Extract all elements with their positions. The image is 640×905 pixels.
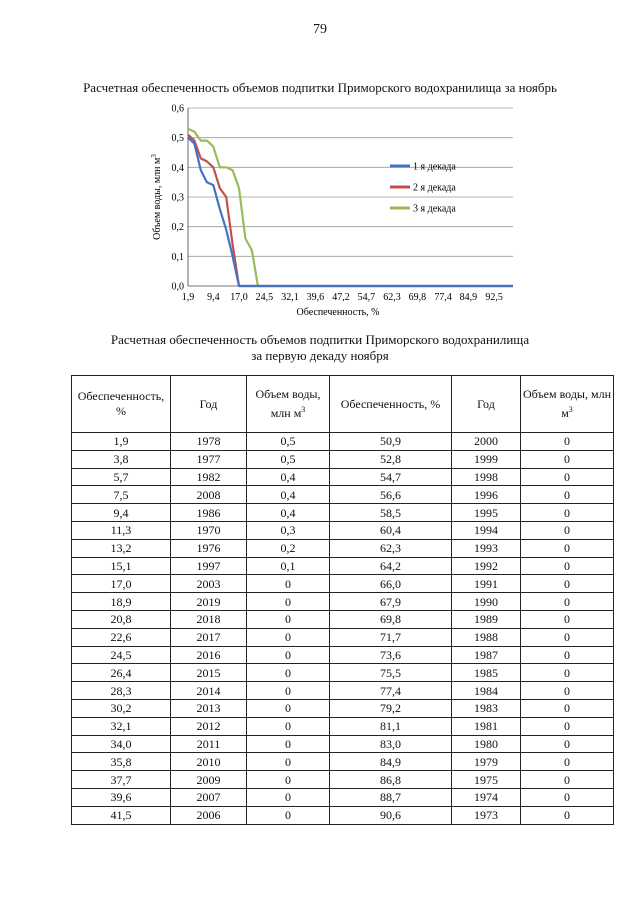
- cell-year: 1988: [452, 628, 521, 646]
- cell-probability: 37,7: [72, 771, 171, 789]
- cell-probability: 56,6: [330, 486, 452, 504]
- cell-volume: 0: [521, 735, 614, 753]
- cell-volume: 0,1: [247, 557, 330, 575]
- cell-volume: 0: [247, 593, 330, 611]
- cell-volume: 0,5: [247, 433, 330, 451]
- cell-probability: 52,8: [330, 450, 452, 468]
- header-volume-1: Объем воды, млн $м^3$: [247, 376, 330, 433]
- cell-year: 2011: [171, 735, 247, 753]
- y-tick-label: 0,1: [171, 251, 184, 263]
- cell-volume: 0: [247, 735, 330, 753]
- cell-volume: 0: [521, 433, 614, 451]
- legend-label: 1 я декада: [413, 161, 456, 173]
- table-title-line-2: за первую декаду ноября: [251, 348, 389, 363]
- cell-volume: 0: [521, 717, 614, 735]
- y-tick-label: 0,0: [171, 281, 184, 293]
- cell-volume: 0: [521, 646, 614, 664]
- cell-volume: 0: [521, 450, 614, 468]
- header-probability-2: Обеспеченность, %: [330, 376, 452, 433]
- cell-volume: 0: [247, 788, 330, 806]
- cell-year: 2017: [171, 628, 247, 646]
- table-row: [72, 450, 614, 468]
- x-tick-label: 32,1: [281, 292, 299, 303]
- cell-probability: 73,6: [330, 646, 452, 664]
- cell-volume: 0: [521, 521, 614, 539]
- cell-volume: 0: [521, 557, 614, 575]
- cell-year: 1979: [452, 753, 521, 771]
- table-row: [72, 486, 614, 504]
- cell-probability: 39,6: [72, 788, 171, 806]
- x-tick-label: 54,7: [357, 292, 376, 303]
- table-row: [72, 575, 614, 593]
- cell-year: 2013: [171, 699, 247, 717]
- cell-volume: 0: [247, 628, 330, 646]
- cell-year: 1993: [452, 539, 521, 557]
- y-tick-label: 0,4: [171, 162, 184, 174]
- cell-year: 2015: [171, 664, 247, 682]
- cell-probability: 30,2: [72, 699, 171, 717]
- x-tick-label: 69,8: [408, 292, 427, 303]
- cell-probability: 90,6: [330, 806, 452, 824]
- cell-year: 2006: [171, 806, 247, 824]
- cell-year: 1974: [452, 788, 521, 806]
- cell-probability: 83,0: [330, 735, 452, 753]
- cell-year: 1981: [452, 717, 521, 735]
- cell-year: 1989: [452, 610, 521, 628]
- x-tick-label: 77,4: [434, 292, 452, 303]
- series-line: [188, 135, 513, 286]
- cell-year: 1992: [452, 557, 521, 575]
- cell-volume: 0: [521, 504, 614, 522]
- cell-probability: 84,9: [330, 753, 452, 771]
- probability-table: [71, 375, 614, 825]
- cell-volume: 0: [521, 628, 614, 646]
- cell-volume: 0: [521, 664, 614, 682]
- cell-volume: 0: [521, 753, 614, 771]
- cell-volume: 0,4: [247, 486, 330, 504]
- cell-year: 2007: [171, 788, 247, 806]
- table-row: [72, 504, 614, 522]
- cell-volume: 0: [521, 610, 614, 628]
- cell-volume: 0: [521, 682, 614, 700]
- cell-volume: 0: [521, 699, 614, 717]
- x-tick-label: 84,9: [459, 292, 478, 303]
- cell-probability: 11,3: [72, 521, 171, 539]
- cell-year: 1978: [171, 433, 247, 451]
- header-volume-2: Объем воды, млн $м^3$: [521, 376, 614, 433]
- cell-volume: 0,3: [247, 521, 330, 539]
- y-tick-label: 0,3: [171, 192, 184, 204]
- table-body: [72, 433, 614, 825]
- cell-probability: 26,4: [72, 664, 171, 682]
- series-line: [188, 129, 513, 286]
- cell-volume: 0: [521, 788, 614, 806]
- cell-year: 2000: [452, 433, 521, 451]
- x-tick-label: 9,4: [207, 292, 220, 303]
- cell-volume: 0,4: [247, 468, 330, 486]
- line-chart: [140, 96, 520, 326]
- cell-year: 1991: [452, 575, 521, 593]
- cell-probability: 66,0: [330, 575, 452, 593]
- cell-probability: 75,5: [330, 664, 452, 682]
- cell-volume: 0: [247, 646, 330, 664]
- cell-volume: 0,4: [247, 504, 330, 522]
- cell-probability: 69,8: [330, 610, 452, 628]
- cell-year: 1996: [452, 486, 521, 504]
- cell-probability: 86,8: [330, 771, 452, 789]
- x-tick-label: 24,5: [255, 292, 274, 303]
- table-row: [72, 806, 614, 824]
- table-row: [72, 628, 614, 646]
- cell-volume: 0: [521, 593, 614, 611]
- cell-volume: 0,2: [247, 539, 330, 557]
- table-row: [72, 735, 614, 753]
- cell-volume: 0: [247, 699, 330, 717]
- cell-year: 1976: [171, 539, 247, 557]
- cell-year: 1990: [452, 593, 521, 611]
- cell-year: 1987: [452, 646, 521, 664]
- cell-volume: 0: [521, 539, 614, 557]
- x-tick-label: 62,3: [383, 292, 401, 303]
- cell-year: 1970: [171, 521, 247, 539]
- cell-year: 1977: [171, 450, 247, 468]
- cell-year: 1984: [452, 682, 521, 700]
- series-line: [188, 138, 513, 286]
- cell-year: 1995: [452, 504, 521, 522]
- cell-year: 1997: [171, 557, 247, 575]
- cell-volume: 0: [521, 806, 614, 824]
- cell-volume: 0: [247, 682, 330, 700]
- cell-volume: 0: [247, 753, 330, 771]
- cell-year: 2018: [171, 610, 247, 628]
- legend-label: 2 я декада: [413, 182, 456, 194]
- cell-volume: 0: [521, 486, 614, 504]
- cell-year: 1983: [452, 699, 521, 717]
- cell-probability: 50,9: [330, 433, 452, 451]
- cell-probability: 58,5: [330, 504, 452, 522]
- table-row: [72, 521, 614, 539]
- table-row: [72, 539, 614, 557]
- cell-volume: 0: [247, 771, 330, 789]
- cell-probability: 20,8: [72, 610, 171, 628]
- table-row: [72, 699, 614, 717]
- cell-probability: 54,7: [330, 468, 452, 486]
- cell-probability: 24,5: [72, 646, 171, 664]
- table-row: [72, 557, 614, 575]
- cell-probability: 79,2: [330, 699, 452, 717]
- x-tick-label: 17,0: [230, 292, 248, 303]
- cell-probability: 18,9: [72, 593, 171, 611]
- cell-probability: 62,3: [330, 539, 452, 557]
- cell-year: 1998: [452, 468, 521, 486]
- cell-year: 1975: [452, 771, 521, 789]
- y-tick-label: 0,5: [171, 133, 184, 145]
- header-probability-1: Обеспеченность, %: [72, 376, 171, 433]
- cell-probability: 34,0: [72, 735, 171, 753]
- cell-year: 1980: [452, 735, 521, 753]
- chart-title: Расчетная обеспеченность объемов подпитки Приморского водохранилища за ноябрь: [83, 80, 557, 95]
- cell-probability: 15,1: [72, 557, 171, 575]
- table-row: [72, 468, 614, 486]
- cell-year: 2012: [171, 717, 247, 735]
- cell-probability: 41,5: [72, 806, 171, 824]
- x-tick-label: 1,9: [181, 292, 195, 303]
- y-axis-title: Объем воды, млн $м^3$: [150, 154, 163, 240]
- table-row: [72, 682, 614, 700]
- table-title: [0, 332, 640, 364]
- table-row: [72, 753, 614, 771]
- cell-year: 1985: [452, 664, 521, 682]
- cell-volume: 0: [247, 717, 330, 735]
- cell-year: 1994: [452, 521, 521, 539]
- cell-volume: 0: [521, 771, 614, 789]
- cell-probability: 22,6: [72, 628, 171, 646]
- page-number: 79: [313, 22, 327, 37]
- cell-probability: 71,7: [330, 628, 452, 646]
- y-tick-label: 0,2: [171, 222, 184, 234]
- x-tick-label: 39,6: [306, 292, 325, 303]
- x-axis-title: Обеспеченность, %: [296, 307, 380, 318]
- cell-volume: 0: [521, 468, 614, 486]
- cell-probability: 5,7: [72, 468, 171, 486]
- cell-probability: 7,5: [72, 486, 171, 504]
- cell-year: 1982: [171, 468, 247, 486]
- cell-probability: 28,3: [72, 682, 171, 700]
- header-year-2: Год: [452, 376, 521, 433]
- x-tick-label: 47,2: [332, 292, 350, 303]
- table-row: [72, 433, 614, 451]
- cell-probability: 67,9: [330, 593, 452, 611]
- cell-probability: 17,0: [72, 575, 171, 593]
- cell-probability: 1,9: [72, 433, 171, 451]
- y-tick-label: 0,6: [171, 103, 184, 115]
- cell-year: 2016: [171, 646, 247, 664]
- cell-year: 2010: [171, 753, 247, 771]
- cell-probability: 77,4: [330, 682, 452, 700]
- table-row: [72, 788, 614, 806]
- cell-year: 2014: [171, 682, 247, 700]
- x-tick-label: 92,5: [485, 292, 503, 303]
- cell-probability: 3,8: [72, 450, 171, 468]
- cell-year: 2009: [171, 771, 247, 789]
- header-year-1: Год: [171, 376, 247, 433]
- table-row: [72, 771, 614, 789]
- cell-probability: 32,1: [72, 717, 171, 735]
- cell-probability: 35,8: [72, 753, 171, 771]
- cell-year: 2019: [171, 593, 247, 611]
- cell-year: 2008: [171, 486, 247, 504]
- cell-probability: 64,2: [330, 557, 452, 575]
- cell-year: 1973: [452, 806, 521, 824]
- table-row: [72, 664, 614, 682]
- cell-probability: 81,1: [330, 717, 452, 735]
- cell-probability: 13,2: [72, 539, 171, 557]
- table-row: [72, 717, 614, 735]
- cell-volume: 0,5: [247, 450, 330, 468]
- cell-year: 2003: [171, 575, 247, 593]
- table-header-row: [72, 376, 614, 433]
- cell-volume: 0: [521, 575, 614, 593]
- cell-probability: 88,7: [330, 788, 452, 806]
- cell-volume: 0: [247, 575, 330, 593]
- cell-volume: 0: [247, 664, 330, 682]
- legend-label: 3 я декада: [413, 203, 456, 215]
- cell-volume: 0: [247, 806, 330, 824]
- table-title-line-1: Расчетная обеспеченность объемов подпитки Приморского водохранилища: [110, 332, 530, 347]
- cell-year: 1986: [171, 504, 247, 522]
- table-row: [72, 646, 614, 664]
- cell-probability: 9,4: [72, 504, 171, 522]
- cell-probability: 60,4: [330, 521, 452, 539]
- cell-year: 1999: [452, 450, 521, 468]
- cell-volume: 0: [247, 610, 330, 628]
- table-row: [72, 610, 614, 628]
- table-row: [72, 593, 614, 611]
